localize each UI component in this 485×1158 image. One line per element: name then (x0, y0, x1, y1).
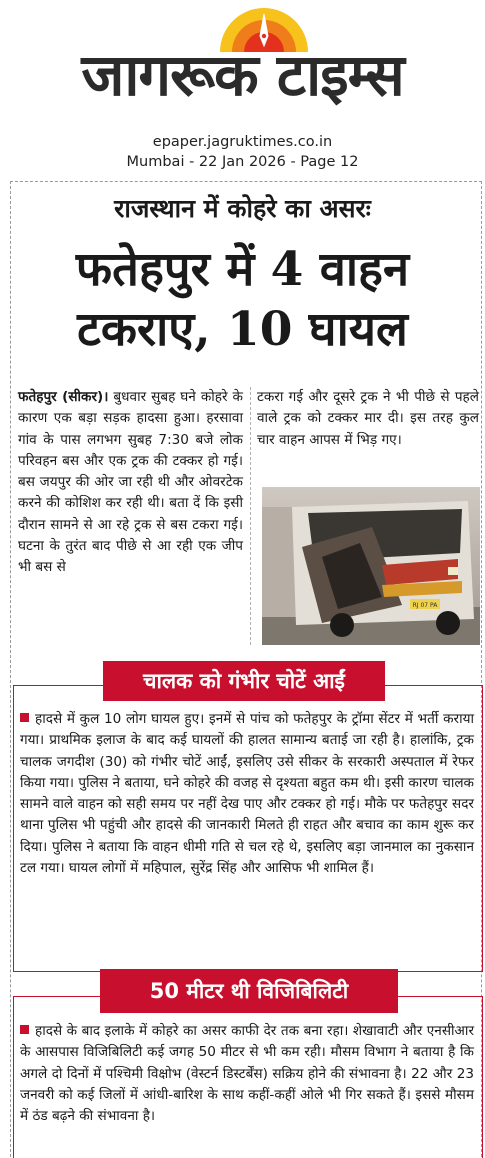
number-plate-text: RJ 07 PA (412, 602, 438, 609)
edition-info (0, 132, 485, 172)
article-kicker: राजस्थान में कोहरे का असरः (114, 194, 371, 223)
article-frame-top (10, 181, 482, 182)
masthead (0, 0, 485, 120)
lead-text-col1: बुधवार सुबह घने कोहरे के कारण एक बड़ा सड़क हादसा हुआ। हरसावा गांव के पास लगभग सुबह 7:30 बजे लोक परिवहन बस और एक ट्रक की टक्कर हो गई। बस जयपुर की ओर जा रही थी और ओवरटेक करने की कोशिश कर रही थी। बता दें कि इसी दौरान सामने से आ रहे ट्रक से बस टकरा गई। घटना के तुरंत बाद पीछे से आ रही एक जीप भी बस से (18, 389, 243, 576)
lead-text-col2: टकरा गई और दूसरे ट्रक ने भी पीछे से पहले वाले ट्रक को टक्कर मार दी। इस तरह कुल चार वाहन आपस में भिड़ गए। (257, 389, 479, 448)
section-2-text: हादसे के बाद इलाके में कोहरे का असर काफी देर तक बना रहा। शेखावाटी और एनसीआर के आसपास विजिबिलिटी कई जगह 50 मीटर से भी कम रही। मौसम विभाग ने बताया है कि अगले दो दिनों में पश्चिमी विक्षोभ (वेस्टर्न डिस्टर्बेंस) सक्रिय होने की संभावना है। 22 और 23 जनवरी को कई जिलों में आंधी-बारिश के साथ कहीं-कहीं ओले भी गिर सकते हैं। इससे मौसम में ठंड बढ़ने की संभावना है। (20, 1023, 474, 1125)
column-divider (250, 387, 251, 645)
headline-line-1: फतेहपुर में 4 वाहन (75, 242, 410, 297)
lead-column-2 (257, 387, 479, 451)
section-1-text: हादसे में कुल 10 लोग घायल हुए। इनमें से पांच को फतेहपुर के ट्रॉमा सेंटर में भर्ती कराया गया। प्राथमिक इलाज के बाद कई घायलों की हालत सामान्य बताई जा रही है। हालांकि, ट्रक चालक जगदीश (30) को गंभीर चोटें आईं, इसलिए उसे सीकर के सरकारी अस्पताल में रेफर किया गया। पुलिस ने बताया, घने कोहरे की वजह से दृश्यता बहुत कम थी। इसी कारण चालक सामने वाले वाहन को सही समय पर नहीं देख पाए और टक्कर हो गई। मौके पर फतेहपुर सदर थाना पुलिस भी पहुंची और हादसे की जानकारी मिलते ही राहत और बचाव का काम शुरू कर दिया। पुलिस ने बताया कि वाहन धीमी गति से चल रहे थे, इसलिए बड़ा जानमाल का नुकसान टल गया। घायल लोगों में महिपाल, सुरेंद्र सिंह और आसिफ भी शामिल हैं। (20, 711, 474, 877)
lead-column-1 (18, 387, 243, 579)
section-1-heading: चालक को गंभीर चोटें आईं (103, 661, 385, 701)
article-headline (0, 240, 485, 360)
section-2-heading: 50 मीटर थी विजिबिलिटी (100, 969, 398, 1013)
section-1-body (20, 709, 474, 879)
section-2-body (20, 1021, 474, 1127)
masthead-logo-text: जागरूक टाइम्स (81, 41, 404, 109)
edition-date-page: Mumbai - 22 Jan 2026 - Page 12 (126, 154, 359, 170)
epaper-url[interactable]: epaper.jagruktimes.co.in (152, 134, 333, 150)
bullet-square-icon (20, 713, 29, 722)
crashed-bus-image (262, 487, 480, 645)
accident-photo (262, 487, 480, 645)
bullet-square-icon (20, 1025, 29, 1034)
headline-line-2: टकराए, 10 घायल (77, 302, 408, 357)
dateline: फतेहपुर (सीकर)। (18, 389, 109, 405)
